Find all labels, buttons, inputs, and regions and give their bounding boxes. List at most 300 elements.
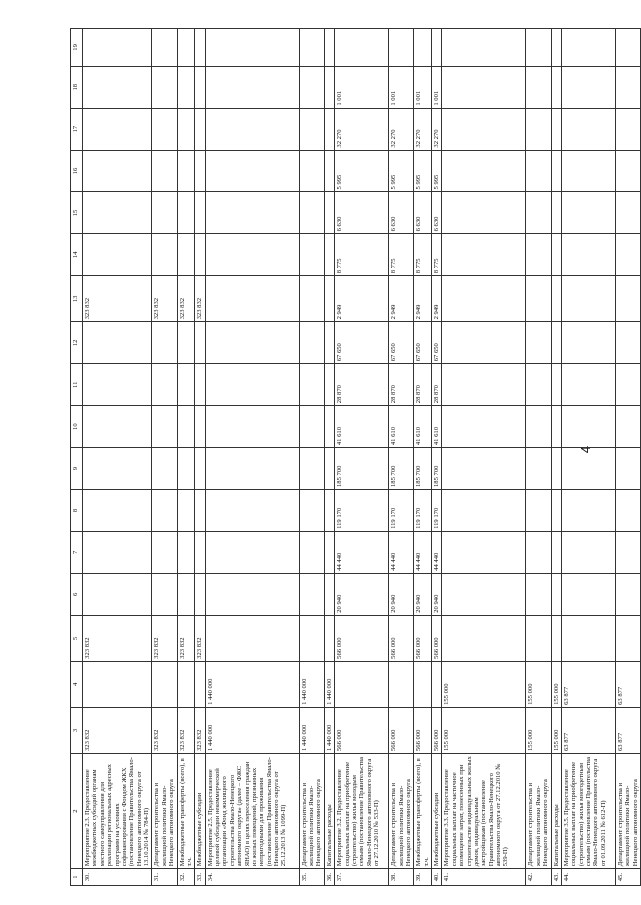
amount-cell xyxy=(152,322,177,364)
amount-cell xyxy=(152,490,177,532)
amount-cell: 32 270 xyxy=(414,108,432,150)
amount-cell xyxy=(615,150,640,192)
amount-cell: 5 995 xyxy=(432,150,442,192)
amount-cell xyxy=(526,66,551,108)
amount-cell: 155 000 xyxy=(551,707,561,753)
amount-cell xyxy=(324,276,334,322)
amount-cell xyxy=(526,490,551,532)
amount-cell: 155 000 xyxy=(442,707,526,753)
amount-cell xyxy=(177,448,195,490)
table-row xyxy=(83,29,152,886)
row-number: 36. xyxy=(324,869,334,886)
amount-cell: 63 877 xyxy=(561,661,615,707)
amount-cell: 1 440 000 xyxy=(205,661,299,707)
amount-cell: 63 877 xyxy=(561,707,615,753)
column-header-row xyxy=(71,29,83,886)
amount-cell: 323 832 xyxy=(152,615,177,661)
table-row xyxy=(177,29,195,886)
table-row xyxy=(414,29,432,886)
amount-cell: 323 832 xyxy=(83,276,152,322)
item-description: Межбюджетные субсидии xyxy=(432,754,442,869)
amount-cell: 119 170 xyxy=(335,490,389,532)
item-description: Межбюджетные трансферты (всего), в т.ч. xyxy=(414,754,432,869)
amount-cell xyxy=(551,108,561,150)
amount-cell: 41 610 xyxy=(335,406,389,448)
amount-cell xyxy=(205,108,299,150)
amount-cell: 323 832 xyxy=(195,707,205,753)
amount-cell xyxy=(615,322,640,364)
amount-cell xyxy=(324,364,334,406)
amount-cell xyxy=(526,234,551,276)
amount-cell xyxy=(615,29,640,67)
column-header: 6 xyxy=(71,573,83,615)
amount-cell xyxy=(205,150,299,192)
table-row xyxy=(195,29,205,886)
amount-cell xyxy=(83,531,152,573)
amount-cell xyxy=(526,108,551,150)
amount-cell xyxy=(551,490,561,532)
amount-cell xyxy=(195,490,205,532)
amount-cell xyxy=(152,406,177,448)
amount-cell: 28 870 xyxy=(389,364,414,406)
amount-cell xyxy=(299,615,324,661)
amount-cell xyxy=(615,234,640,276)
amount-cell xyxy=(324,29,334,67)
amount-cell xyxy=(205,531,299,573)
amount-cell xyxy=(299,490,324,532)
amount-cell: 28 870 xyxy=(414,364,432,406)
amount-cell xyxy=(177,661,195,707)
amount-cell: 20 940 xyxy=(414,573,432,615)
amount-cell xyxy=(152,192,177,234)
item-description: Мероприятие 2.5. Предоставление целевой субсидии некоммерческой организации «Фонд жилищного строительства Ямало-Ненецкого автономного округа» (далее – ФЖС ЯНАО) в целях переселения граждан из жилых помещений, признанных непригодными для проживания (постановление Правительства Ямало-Ненецкого автономного округа от 25.12.2013 № 1099-П) xyxy=(205,754,299,869)
table-row xyxy=(335,29,389,886)
amount-cell: 2 949 xyxy=(414,276,432,322)
amount-cell xyxy=(324,234,334,276)
amount-cell xyxy=(526,150,551,192)
amount-cell xyxy=(177,322,195,364)
amount-cell: 566 000 xyxy=(414,707,432,753)
column-header: 13 xyxy=(71,276,83,322)
amount-cell: 566 000 xyxy=(335,707,389,753)
amount-cell: 28 870 xyxy=(335,364,389,406)
amount-cell xyxy=(526,322,551,364)
amount-cell xyxy=(195,406,205,448)
amount-cell xyxy=(442,364,526,406)
amount-cell xyxy=(152,448,177,490)
amount-cell xyxy=(526,406,551,448)
amount-cell xyxy=(551,615,561,661)
amount-cell: 1 001 xyxy=(335,66,389,108)
amount-cell xyxy=(551,364,561,406)
rotated-table-container xyxy=(70,28,639,886)
amount-cell xyxy=(551,234,561,276)
column-header: 12 xyxy=(71,322,83,364)
amount-cell xyxy=(561,364,615,406)
amount-cell xyxy=(205,573,299,615)
amount-cell xyxy=(83,29,152,67)
amount-cell: 44 440 xyxy=(414,531,432,573)
amount-cell: 566 000 xyxy=(414,615,432,661)
amount-cell xyxy=(561,531,615,573)
amount-cell xyxy=(152,573,177,615)
amount-cell xyxy=(561,234,615,276)
amount-cell xyxy=(195,192,205,234)
amount-cell xyxy=(177,234,195,276)
amount-cell xyxy=(324,573,334,615)
amount-cell xyxy=(83,448,152,490)
row-number: 40. xyxy=(432,869,442,886)
row-number: 43. xyxy=(551,869,561,886)
amount-cell xyxy=(615,276,640,322)
amount-cell xyxy=(205,615,299,661)
amount-cell xyxy=(195,573,205,615)
amount-cell: 323 832 xyxy=(177,276,195,322)
item-description: Департамент строительства и жилищной политики Ямало-Ненецкого автономного округа xyxy=(389,754,414,869)
amount-cell: 566 000 xyxy=(335,615,389,661)
amount-cell xyxy=(442,108,526,150)
amount-cell: 63 877 xyxy=(615,707,640,753)
column-header: 18 xyxy=(71,66,83,108)
amount-cell xyxy=(177,29,195,67)
amount-cell: 323 832 xyxy=(195,615,205,661)
amount-cell xyxy=(324,192,334,234)
amount-cell xyxy=(551,531,561,573)
amount-cell: 155 000 xyxy=(526,707,551,753)
amount-cell xyxy=(177,573,195,615)
amount-cell: 155 000 xyxy=(442,661,526,707)
amount-cell xyxy=(526,364,551,406)
column-header: 16 xyxy=(71,150,83,192)
row-number: 38. xyxy=(389,869,414,886)
amount-cell xyxy=(152,108,177,150)
amount-cell: 1 001 xyxy=(432,66,442,108)
table-row xyxy=(615,29,640,886)
table-row xyxy=(152,29,177,886)
amount-cell: 2 949 xyxy=(335,276,389,322)
amount-cell xyxy=(205,276,299,322)
amount-cell xyxy=(615,490,640,532)
amount-cell: 1 440 000 xyxy=(324,707,334,753)
amount-cell xyxy=(561,445,615,490)
amount-cell: 41 610 xyxy=(389,406,414,448)
item-description: Мероприятие 3.2. Предоставление социальных выплат на приобретение (строительство) жилья молодым семьям (постановление Правительства Ямало-Ненецкого автономного округа от 27.12.2010 № 533-П) xyxy=(335,754,389,869)
amount-cell: 20 940 xyxy=(335,573,389,615)
row-number: 35. xyxy=(299,869,324,886)
amount-cell xyxy=(195,661,205,707)
amount-cell xyxy=(205,364,299,406)
amount-cell xyxy=(177,192,195,234)
amount-cell xyxy=(299,234,324,276)
budget-table xyxy=(70,28,641,886)
amount-cell xyxy=(442,276,526,322)
amount-cell xyxy=(414,661,432,707)
amount-cell: 41 610 xyxy=(432,406,442,448)
column-header: 17 xyxy=(71,108,83,150)
amount-cell: 44 440 xyxy=(335,531,389,573)
table-row xyxy=(299,29,324,886)
column-header: 9 xyxy=(71,448,83,490)
amount-cell xyxy=(83,322,152,364)
item-description: Мероприятие 2.3. Предоставление межбюджетных субсидий органам местного самоуправления для реализации региональных адресных программ на условиях софинансирования с Фондом ЖКХ (постановление Правительства Ямало-Ненецкого автономного округа от 13.10.2014 № 784-П) xyxy=(83,754,152,869)
amount-cell xyxy=(526,531,551,573)
amount-cell xyxy=(205,448,299,490)
item-description: Департамент строительства и жилищной политики Ямало-Ненецкого автономного округа xyxy=(615,754,640,869)
row-number: 32. xyxy=(177,869,195,886)
amount-cell xyxy=(526,276,551,322)
amount-cell: 6 630 xyxy=(432,192,442,234)
amount-cell: 119 170 xyxy=(414,490,432,532)
amount-cell xyxy=(152,531,177,573)
column-header: 4 xyxy=(71,661,83,707)
amount-cell xyxy=(83,364,152,406)
amount-cell: 566 000 xyxy=(432,615,442,661)
amount-cell: 5 995 xyxy=(335,150,389,192)
amount-cell xyxy=(177,364,195,406)
amount-cell xyxy=(551,66,561,108)
column-header: 11 xyxy=(71,364,83,406)
amount-cell xyxy=(442,406,526,448)
amount-cell: 155 000 xyxy=(551,661,561,707)
amount-cell xyxy=(442,531,526,573)
amount-cell xyxy=(561,66,615,108)
amount-cell: 1 001 xyxy=(389,66,414,108)
amount-cell: 323 832 xyxy=(177,615,195,661)
amount-cell xyxy=(195,66,205,108)
amount-cell xyxy=(205,29,299,67)
amount-cell: 67 650 xyxy=(389,322,414,364)
amount-cell xyxy=(551,448,561,490)
amount-cell xyxy=(615,406,640,448)
amount-cell xyxy=(442,66,526,108)
amount-cell xyxy=(324,448,334,490)
amount-cell xyxy=(551,406,561,448)
amount-cell: 323 832 xyxy=(177,707,195,753)
amount-cell xyxy=(299,108,324,150)
amount-cell xyxy=(615,531,640,573)
amount-cell xyxy=(324,66,334,108)
amount-cell: 32 270 xyxy=(335,108,389,150)
amount-cell xyxy=(551,276,561,322)
amount-cell xyxy=(561,322,615,364)
amount-cell xyxy=(83,573,152,615)
amount-cell: 185 700 xyxy=(389,448,414,490)
amount-cell xyxy=(324,108,334,150)
amount-cell: 566 000 xyxy=(432,707,442,753)
amount-cell xyxy=(152,234,177,276)
amount-cell xyxy=(177,66,195,108)
amount-cell: 6 630 xyxy=(335,192,389,234)
page-number: 4 xyxy=(578,445,594,454)
amount-cell xyxy=(195,531,205,573)
amount-cell: 8 775 xyxy=(414,234,432,276)
item-description: Мероприятие 3.3. Предоставление социальных выплат на частичное возмещение затрат, понесенных при строительстве индивидуальных жилых домов, индивидуальным застройщикам (постановление Правительства Ямало-Ненецкого автономного округа от 27.12.2010 № 539-П) xyxy=(442,754,526,869)
amount-cell xyxy=(615,108,640,150)
amount-cell: 28 870 xyxy=(432,364,442,406)
amount-cell xyxy=(551,192,561,234)
amount-cell xyxy=(177,150,195,192)
amount-cell xyxy=(561,150,615,192)
amount-cell xyxy=(432,661,442,707)
amount-cell: 5 995 xyxy=(389,150,414,192)
amount-cell: 20 940 xyxy=(389,573,414,615)
column-header: 1 xyxy=(71,869,83,886)
amount-cell xyxy=(205,66,299,108)
amount-cell xyxy=(335,661,389,707)
amount-cell xyxy=(205,406,299,448)
amount-cell: 2 949 xyxy=(389,276,414,322)
amount-cell xyxy=(83,66,152,108)
amount-cell: 67 650 xyxy=(335,322,389,364)
amount-cell xyxy=(561,192,615,234)
amount-cell xyxy=(83,661,152,707)
amount-cell xyxy=(442,490,526,532)
amount-cell: 6 630 xyxy=(389,192,414,234)
amount-cell xyxy=(177,108,195,150)
amount-cell xyxy=(442,192,526,234)
amount-cell xyxy=(389,661,414,707)
amount-cell xyxy=(442,615,526,661)
amount-cell xyxy=(195,108,205,150)
amount-cell: 119 170 xyxy=(389,490,414,532)
amount-cell xyxy=(195,234,205,276)
amount-cell xyxy=(152,661,177,707)
amount-cell: 1 440 000 xyxy=(324,661,334,707)
amount-cell: 185 700 xyxy=(414,448,432,490)
amount-cell xyxy=(205,234,299,276)
amount-cell xyxy=(299,66,324,108)
amount-cell xyxy=(299,29,324,67)
amount-cell xyxy=(324,406,334,448)
amount-cell xyxy=(324,322,334,364)
amount-cell xyxy=(83,150,152,192)
amount-cell xyxy=(526,573,551,615)
column-header: 15 xyxy=(71,192,83,234)
amount-cell xyxy=(195,150,205,192)
amount-cell: 41 610 xyxy=(414,406,432,448)
column-header: 2 xyxy=(71,754,83,869)
column-header: 5 xyxy=(71,615,83,661)
column-header: 3 xyxy=(71,707,83,753)
row-number: 31. xyxy=(152,869,177,886)
table-row xyxy=(442,29,526,886)
amount-cell xyxy=(551,150,561,192)
amount-cell: 67 650 xyxy=(414,322,432,364)
amount-cell xyxy=(442,322,526,364)
amount-cell xyxy=(561,573,615,615)
amount-cell: 185 700 xyxy=(335,448,389,490)
amount-cell xyxy=(299,364,324,406)
amount-cell: 44 440 xyxy=(389,531,414,573)
amount-cell xyxy=(205,490,299,532)
amount-cell xyxy=(561,406,615,448)
table-row xyxy=(324,29,334,886)
amount-cell: 323 832 xyxy=(195,276,205,322)
amount-cell: 32 270 xyxy=(432,108,442,150)
amount-cell xyxy=(299,448,324,490)
amount-cell xyxy=(615,615,640,661)
amount-cell xyxy=(615,448,640,490)
amount-cell xyxy=(615,573,640,615)
amount-cell xyxy=(526,448,551,490)
row-number: 39. xyxy=(414,869,432,886)
amount-cell xyxy=(551,29,561,67)
amount-cell xyxy=(551,322,561,364)
column-header: 14 xyxy=(71,234,83,276)
item-description: Департамент строительства и жилищной политики Ямало-Ненецкого автономного округа xyxy=(299,754,324,869)
amount-cell xyxy=(526,192,551,234)
item-description: Департамент строительства и жилищной политики Ямало-Ненецкого автономного округа xyxy=(152,754,177,869)
amount-cell xyxy=(561,615,615,661)
amount-cell xyxy=(299,406,324,448)
amount-cell xyxy=(442,448,526,490)
amount-cell xyxy=(442,573,526,615)
amount-cell xyxy=(442,234,526,276)
amount-cell xyxy=(195,364,205,406)
amount-cell xyxy=(335,29,389,67)
column-header: 7 xyxy=(71,531,83,573)
item-description: Капитальные расходы xyxy=(551,754,561,869)
column-header: 19 xyxy=(71,29,83,67)
amount-cell: 323 832 xyxy=(152,276,177,322)
amount-cell xyxy=(299,531,324,573)
amount-cell xyxy=(324,150,334,192)
row-number: 37. xyxy=(335,869,389,886)
amount-cell: 185 700 xyxy=(432,448,442,490)
amount-cell: 63 877 xyxy=(615,661,640,707)
amount-cell: 119 170 xyxy=(432,490,442,532)
item-description: Капитальные расходы xyxy=(324,754,334,869)
amount-cell: 566 000 xyxy=(389,615,414,661)
table-row xyxy=(526,29,551,886)
table-row xyxy=(551,29,561,886)
amount-cell xyxy=(324,531,334,573)
amount-cell xyxy=(195,29,205,67)
amount-cell: 323 832 xyxy=(83,707,152,753)
amount-cell xyxy=(615,192,640,234)
row-number: 34. xyxy=(205,869,299,886)
amount-cell: 20 940 xyxy=(432,573,442,615)
amount-cell: 67 650 xyxy=(432,322,442,364)
amount-cell: 8 775 xyxy=(432,234,442,276)
amount-cell xyxy=(152,66,177,108)
amount-cell: 323 832 xyxy=(83,615,152,661)
amount-cell xyxy=(83,234,152,276)
amount-cell xyxy=(432,29,442,67)
column-header: 10 xyxy=(71,406,83,448)
row-number: 41. xyxy=(442,869,526,886)
amount-cell xyxy=(442,29,526,67)
amount-cell xyxy=(83,406,152,448)
amount-cell xyxy=(83,192,152,234)
item-description: Межбюджетные трансферты (всего), в т.ч. xyxy=(177,754,195,869)
amount-cell xyxy=(177,490,195,532)
amount-cell xyxy=(195,322,205,364)
amount-cell: 1 440 000 xyxy=(299,661,324,707)
amount-cell: 8 775 xyxy=(389,234,414,276)
amount-cell xyxy=(561,108,615,150)
amount-cell: 155 000 xyxy=(526,661,551,707)
amount-cell xyxy=(526,615,551,661)
amount-cell xyxy=(299,573,324,615)
amount-cell xyxy=(152,364,177,406)
amount-cell xyxy=(177,406,195,448)
amount-cell xyxy=(561,29,615,67)
table-row xyxy=(205,29,299,886)
amount-cell xyxy=(389,29,414,67)
column-header: 8 xyxy=(71,490,83,532)
amount-cell xyxy=(299,150,324,192)
